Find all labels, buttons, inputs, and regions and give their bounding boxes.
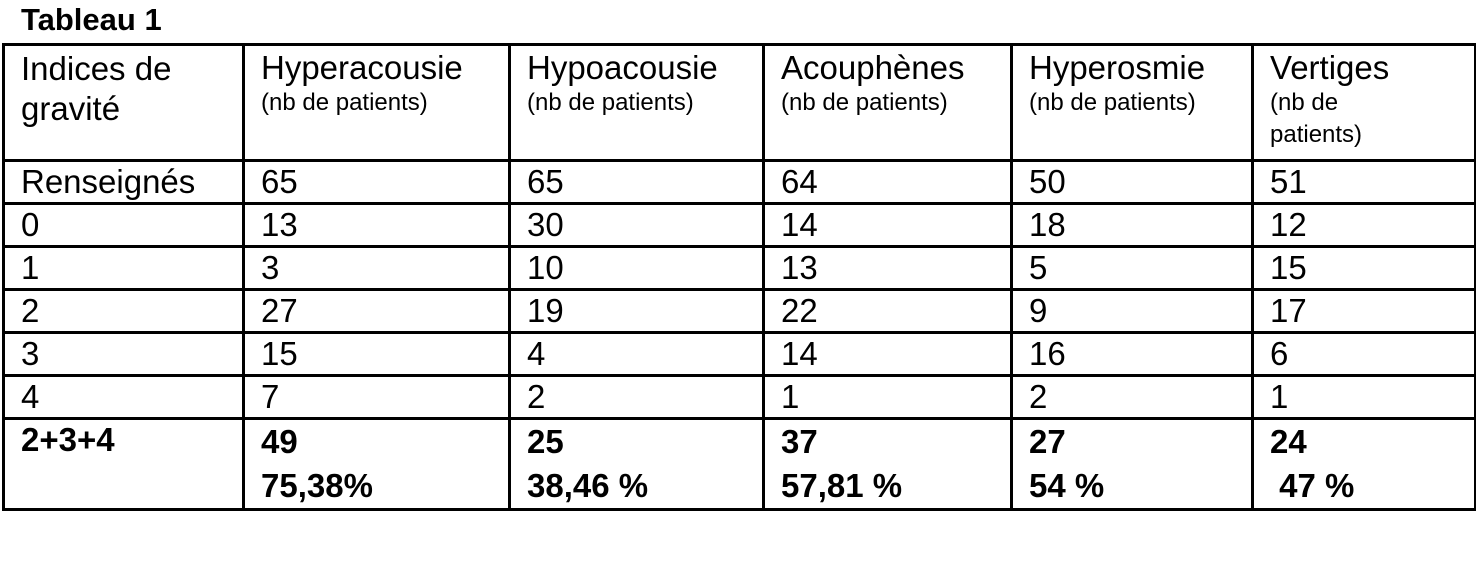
table-cell: 27 xyxy=(244,290,510,333)
table-cell: 2 xyxy=(510,376,764,419)
table-cell: 17 xyxy=(1253,290,1476,333)
table-title: Tableau 1 xyxy=(21,2,162,37)
row-label: Renseignés xyxy=(4,161,244,204)
table-cell: 30 xyxy=(510,204,764,247)
column-header xyxy=(244,45,510,161)
table-cell: 13 xyxy=(244,204,510,247)
total-cell xyxy=(1012,419,1253,510)
table-row xyxy=(4,333,1476,376)
total-count: 49 xyxy=(261,423,298,460)
column-header xyxy=(510,45,764,161)
total-row xyxy=(4,419,1476,510)
corner-header-cell xyxy=(4,45,244,161)
table-row xyxy=(4,376,1476,419)
total-cell xyxy=(244,419,510,510)
total-percent: 38,46 % xyxy=(527,467,649,504)
total-count: 24 xyxy=(1270,423,1307,460)
table-row xyxy=(4,161,1476,204)
row-label: 1 xyxy=(4,247,244,290)
row-label: 2 xyxy=(4,290,244,333)
table-cell: 10 xyxy=(510,247,764,290)
total-percent: 75,38% xyxy=(261,467,373,504)
total-count: 27 xyxy=(1029,423,1066,460)
table-cell: 14 xyxy=(764,204,1012,247)
column-unit: (nb de patients) xyxy=(1029,89,1196,116)
severity-table xyxy=(2,43,1476,511)
table-cell: 3 xyxy=(244,247,510,290)
row-label: 3 xyxy=(4,333,244,376)
table-row xyxy=(4,290,1476,333)
table-row xyxy=(4,247,1476,290)
table-cell: 2 xyxy=(1012,376,1253,419)
table-cell: 22 xyxy=(764,290,1012,333)
table-cell: 13 xyxy=(764,247,1012,290)
table-cell: 18 xyxy=(1012,204,1253,247)
table-row xyxy=(4,204,1476,247)
table-cell: 51 xyxy=(1253,161,1476,204)
table-cell: 6 xyxy=(1253,333,1476,376)
row-label: 4 xyxy=(4,376,244,419)
total-row-label: 2+3+4 xyxy=(4,419,244,510)
table-cell: 65 xyxy=(244,161,510,204)
table-cell: 9 xyxy=(1012,290,1253,333)
table-cell: 4 xyxy=(510,333,764,376)
total-count: 25 xyxy=(527,423,564,460)
table-cell: 65 xyxy=(510,161,764,204)
column-name: Hyperosmie xyxy=(1029,49,1206,86)
column-unit: (nb de patients) xyxy=(527,89,694,116)
table-cell: 1 xyxy=(1253,376,1476,419)
column-name: Hypoacousie xyxy=(527,49,718,86)
total-cell xyxy=(510,419,764,510)
total-count: 37 xyxy=(781,423,818,460)
column-unit: (nb de patients) xyxy=(1270,89,1363,148)
table-cell: 15 xyxy=(1253,247,1476,290)
column-header xyxy=(1253,45,1476,161)
table-cell: 15 xyxy=(244,333,510,376)
total-cell xyxy=(1253,419,1476,510)
total-percent: 47 % xyxy=(1270,467,1355,504)
total-percent: 54 % xyxy=(1029,467,1105,504)
column-header xyxy=(764,45,1012,161)
table-cell: 16 xyxy=(1012,333,1253,376)
table-cell: 1 xyxy=(764,376,1012,419)
row-label: 0 xyxy=(4,204,244,247)
column-unit: (nb de patients) xyxy=(781,89,948,116)
corner-label: Indices de gravité xyxy=(21,50,172,127)
table-cell: 5 xyxy=(1012,247,1253,290)
table-cell: 12 xyxy=(1253,204,1476,247)
column-name: Vertiges xyxy=(1270,49,1390,86)
total-percent: 57,81 % xyxy=(781,467,903,504)
table-cell: 14 xyxy=(764,333,1012,376)
table-cell: 64 xyxy=(764,161,1012,204)
table-cell: 50 xyxy=(1012,161,1253,204)
column-unit: (nb de patients) xyxy=(261,89,428,116)
table-cell: 7 xyxy=(244,376,510,419)
column-name: Acouphènes xyxy=(781,49,965,86)
table-cell: 19 xyxy=(510,290,764,333)
total-cell xyxy=(764,419,1012,510)
header-row xyxy=(4,45,1476,161)
column-header xyxy=(1012,45,1253,161)
column-name: Hyperacousie xyxy=(261,49,463,86)
